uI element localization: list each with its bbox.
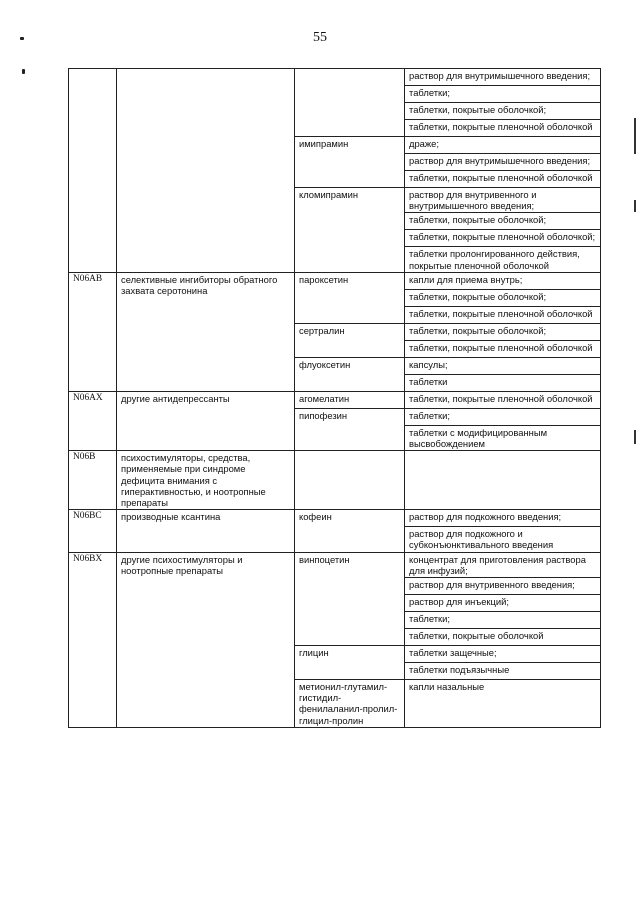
drug-name-cell: кофеин [295, 510, 405, 552]
dosage-form-cell: раствор для подкожного введения; [405, 510, 601, 527]
dosage-form-cell: раствор для внутримышечного введения; [405, 154, 601, 171]
dosage-form-cell: таблетки защечные; [405, 646, 601, 663]
dosage-form-cell: таблетки; [405, 86, 601, 103]
dosage-form-cell: таблетки, покрытые пленочной оболочкой [405, 120, 601, 137]
dosage-form-cell: драже; [405, 137, 601, 154]
drug-name-cell: кломипрамин [295, 188, 405, 273]
group-name-cell: другие антидепрессанты [117, 391, 295, 450]
dosage-form-cell: концентрат для приготовления раствора для инфузий; [405, 552, 601, 577]
drug-name-cell: сертралин [295, 323, 405, 357]
dosage-form-cell: таблетки с модифицированным высвобождением [405, 425, 601, 450]
dosage-form-cell: таблетки пролонгированного действия, покрытые пленочной оболочкой [405, 247, 601, 272]
margin-dash-mark [22, 69, 25, 74]
dosage-form-cell: таблетки, покрытые пленочной оболочкой [405, 306, 601, 323]
page-number: 55 [313, 30, 327, 45]
dosage-form-cell: капсулы; [405, 357, 601, 374]
dosage-form-cell: раствор для внутримышечного введения; [405, 69, 601, 86]
table-row [69, 510, 601, 527]
drug-name-cell: пароксетин [295, 272, 405, 323]
table-row [69, 451, 601, 510]
dosage-form-cell: таблетки, покрытые оболочкой; [405, 323, 601, 340]
group-name-cell: производные ксантина [117, 510, 295, 552]
dosage-form-cell: раствор для инъекций; [405, 595, 601, 612]
dosage-form-cell: таблетки, покрытые пленочной оболочкой; [405, 230, 601, 247]
drug-name-cell [295, 451, 405, 510]
binding-edge-mark [634, 430, 636, 444]
dosage-form-cell: раствор для внутривенного введения; [405, 578, 601, 595]
table-row [69, 272, 601, 289]
table-row [69, 69, 601, 86]
group-name-cell: другие психостимуляторы и ноотропные препараты [117, 552, 295, 727]
dosage-form-cell: таблетки, покрытые оболочкой; [405, 289, 601, 306]
table-row [69, 391, 601, 408]
atc-code-cell: N06BX [69, 552, 117, 727]
atc-code-cell [69, 69, 117, 273]
dosage-form-cell: таблетки; [405, 612, 601, 629]
dosage-form-cell: таблетки, покрытые оболочкой; [405, 213, 601, 230]
dosage-form-cell: капли назальные [405, 680, 601, 728]
drug-name-cell [295, 69, 405, 137]
table-row [69, 552, 601, 577]
dosage-form-cell [405, 451, 601, 510]
dosage-form-cell: таблетки; [405, 408, 601, 425]
dosage-form-cell: капли для приема внутрь; [405, 272, 601, 289]
dosage-form-cell: таблетки, покрытые оболочкой; [405, 103, 601, 120]
dosage-form-cell: таблетки [405, 374, 601, 391]
drug-name-cell: пипофезин [295, 408, 405, 450]
atc-code-cell: N06B [69, 451, 117, 510]
atc-code-cell: N06AX [69, 391, 117, 450]
atc-code-cell: N06AB [69, 272, 117, 391]
atc-code-cell: N06BC [69, 510, 117, 552]
drug-name-cell: флуоксетин [295, 357, 405, 391]
drug-name-cell: метионил-глутамил-гистидил-фенилаланил-пролил-глицил-пролин [295, 680, 405, 728]
dosage-form-cell: раствор для внутривенного и внутримышечного введения; [405, 188, 601, 213]
dosage-form-cell: таблетки, покрытые пленочной оболочкой [405, 171, 601, 188]
group-name-cell [117, 69, 295, 273]
binding-edge-mark [634, 200, 636, 212]
drug-formulary-table [68, 68, 601, 728]
dosage-form-cell: таблетки, покрытые пленочной оболочкой [405, 391, 601, 408]
drug-name-cell: глицин [295, 646, 405, 680]
group-name-cell: селективные ингибиторы обратного захвата серотонина [117, 272, 295, 391]
drug-name-cell: имипрамин [295, 137, 405, 188]
dosage-form-cell: таблетки, покрытые пленочной оболочкой [405, 340, 601, 357]
binding-edge-mark [634, 118, 636, 154]
drug-name-cell: агомелатин [295, 391, 405, 408]
dosage-form-cell: раствор для подкожного и субконъюнктивального введения [405, 527, 601, 552]
dosage-form-cell: таблетки, покрытые оболочкой [405, 629, 601, 646]
margin-dot-mark [20, 37, 24, 40]
drug-name-cell: винпоцетин [295, 552, 405, 645]
group-name-cell: психостимуляторы, средства, применяемые при синдроме дефицита внимания с гиперактивностью, и ноотропные препараты [117, 451, 295, 510]
dosage-form-cell: таблетки подъязычные [405, 663, 601, 680]
